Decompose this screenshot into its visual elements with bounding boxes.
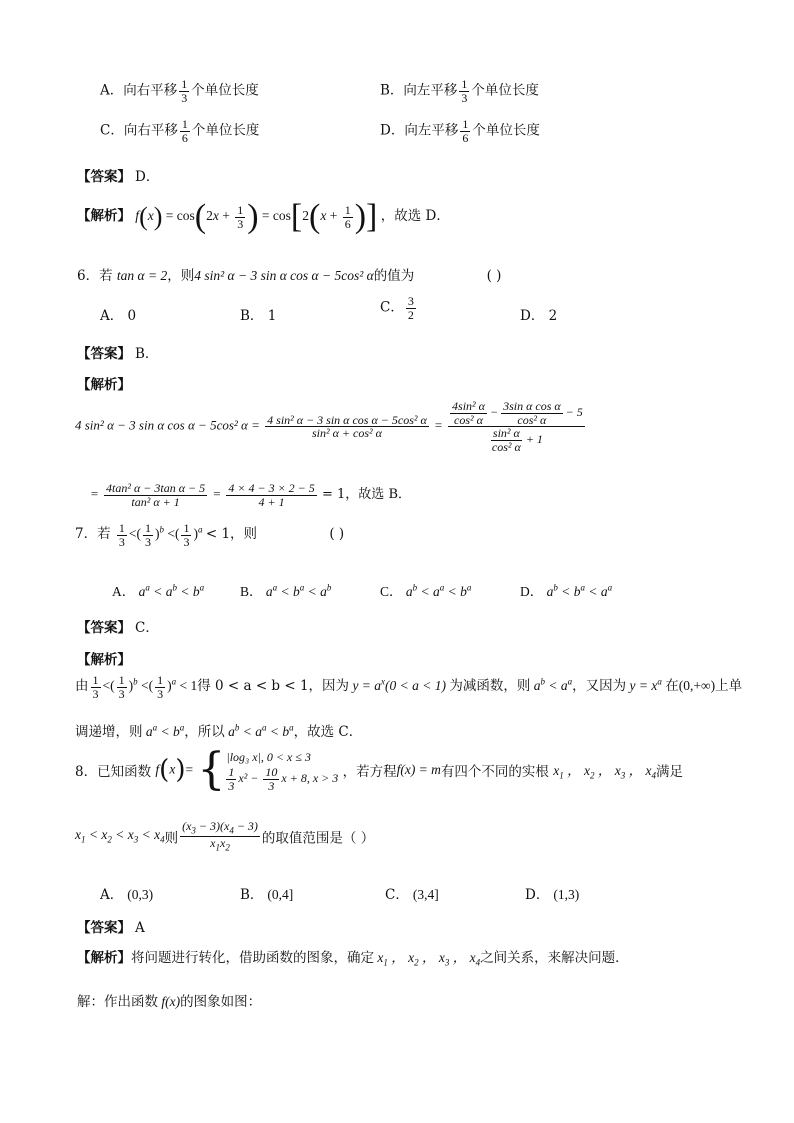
q8-stem-line2: $x_1 < x_2 < x_3 < x_4$则 $\frac{(x_3 - 3)(x_4 - 3)}{x_1x_2}$ 的取值范围是（ ）: [75, 819, 375, 853]
q8-option-b: B． (0,4]: [240, 887, 294, 903]
q7-option-c: C． $a^b < a^a < b^a$: [380, 582, 472, 599]
q7-stem: 7．若 $\frac{1}{3}$ <( $\frac{1}{3}$ )$^b$ <( $\frac{1}{3}$ )$^a$ < 1，则 ( ): [75, 521, 345, 549]
q6-option-a: A． 0: [100, 308, 137, 324]
q8-answer: 【答案】 A: [77, 920, 145, 936]
q7-option-a: A． $a^a < a^b < b^a$: [112, 582, 205, 599]
q5-option-c: C．向右平移 $\frac{1}{6}$ 个单位长度: [100, 117, 260, 145]
q5-option-d: D．向左平移 $\frac{1}{6}$ 个单位长度: [380, 117, 540, 145]
fraction: $\frac{3}{2}$: [407, 294, 414, 322]
q6-derivation-line2: = $\frac{\text{4tan² α − 3tan α − 5}}{\text{tan² α + 1}}$ = $\frac{4 \times 4 - 3 \times 2 - 5}{4 + 1}$ = 1，故选 B．: [90, 481, 411, 509]
fraction: $\frac{1}{6}$: [181, 117, 188, 145]
q8-option-d: D． (1,3): [525, 887, 580, 903]
q5-analysis: 【解析】 f(x) = cos(2x + $\frac{1}{3}$ ) = cos[2(x + $\frac{1}{6}$ )] ，故选 D．: [77, 198, 450, 235]
q6-option-c: C． $\frac{3}{2}$: [380, 294, 414, 322]
formula: f(x) = cos(2x + $\frac{1}{3}$ ) = cos[2(x + $\frac{1}{6}$ )]: [135, 198, 378, 235]
fraction: $\frac{1}{3}$: [461, 77, 468, 105]
fraction: $\frac{1}{6}$: [462, 117, 469, 145]
q8-option-a: A． (0,3): [100, 887, 154, 903]
q8-analysis: 【解析】将问题进行转化，借助函数的图象，确定 $x_1$ ， $x_2$ ， $x_3$ ， $x_4$之间关系，来解决问题．: [77, 950, 629, 968]
q5-answer: 【答案】 D．: [77, 169, 160, 185]
q7-option-d: D． $a^b < b^a < a^a$: [520, 582, 613, 599]
q5-option-a: A．向右平移 $\frac{1}{3}$ 个单位长度: [100, 77, 259, 105]
q7-analysis-line2: 调递增，则 $a^a < b^a$，所以 $a^b < a^a < b^a$，故选 C．: [75, 722, 363, 740]
q7-option-b: B． $a^a < b^a < a^b$: [240, 582, 332, 599]
piecewise-function: { |log₃ x|, 0 < x ≤ 3 $\frac{1}{3}$ x² − $\frac{10}{3}$ x + 8, x > 3: [197, 744, 339, 796]
q7-analysis-tag: 【解析】: [77, 652, 131, 668]
q6-option-d: D． 2: [520, 308, 558, 324]
q8-stem: 8．已知函数 f(x)= { |log₃ x|, 0 < x ≤ 3 $\frac{1}{3}$ x² − $\frac{10}{3}$ x + 8, x > 3 ，若方程f(x) = m有四个不同的实根 $x_1$ ， $x_2$ ， $x_3$ ， $x_4$满足: [75, 744, 683, 796]
fraction: $\frac{1}{3}$: [181, 77, 188, 105]
q6-analysis-tag: 【解析】: [77, 377, 131, 393]
q8-option-c: C． (3,4]: [385, 887, 439, 903]
q6-option-b: B． 1: [240, 308, 277, 324]
q8-solution: 解：作出函数 f(x)的图象如图：: [77, 994, 262, 1010]
q6-stem: 6．若 tan α = 2，则4 sin² α − 3 sin α cos α − 5cos² α的值为 ( ): [77, 268, 502, 284]
q5-option-b: B．向左平移 $\frac{1}{3}$ 个单位长度: [380, 77, 539, 105]
q7-analysis-line1: 由 $\frac{1}{3}$ <( $\frac{1}{3}$ )$^b$ <( $\frac{1}{3}$ )$^a$ < 1得 0 < a < b < 1，因为 $y = a^x(0 < a < 1)$ 为减函数，则 $a^b < a^a$，又因为 $y = x^a$ 在(0,+∞)上单: [75, 673, 743, 701]
q6-derivation-line1: 4 sin² α − 3 sin α cos α − 5cos² α = $\frac{\text{4 sin² α − 3 sin α cos α − 5cos² α}}{\text{sin² α + cos² α}}$ = $\frac{\text{4sin² α}}{\text{cos² α}}$ − $\frac{\text{3sin α cos α}}{\text{cos² α}}$ − 5 $\frac{\text{sin² α}}{\text{cos² α}}$ + 1: [75, 399, 583, 454]
q6-answer: 【答案】 B．: [77, 346, 159, 362]
q7-answer: 【答案】 C．: [77, 620, 159, 636]
